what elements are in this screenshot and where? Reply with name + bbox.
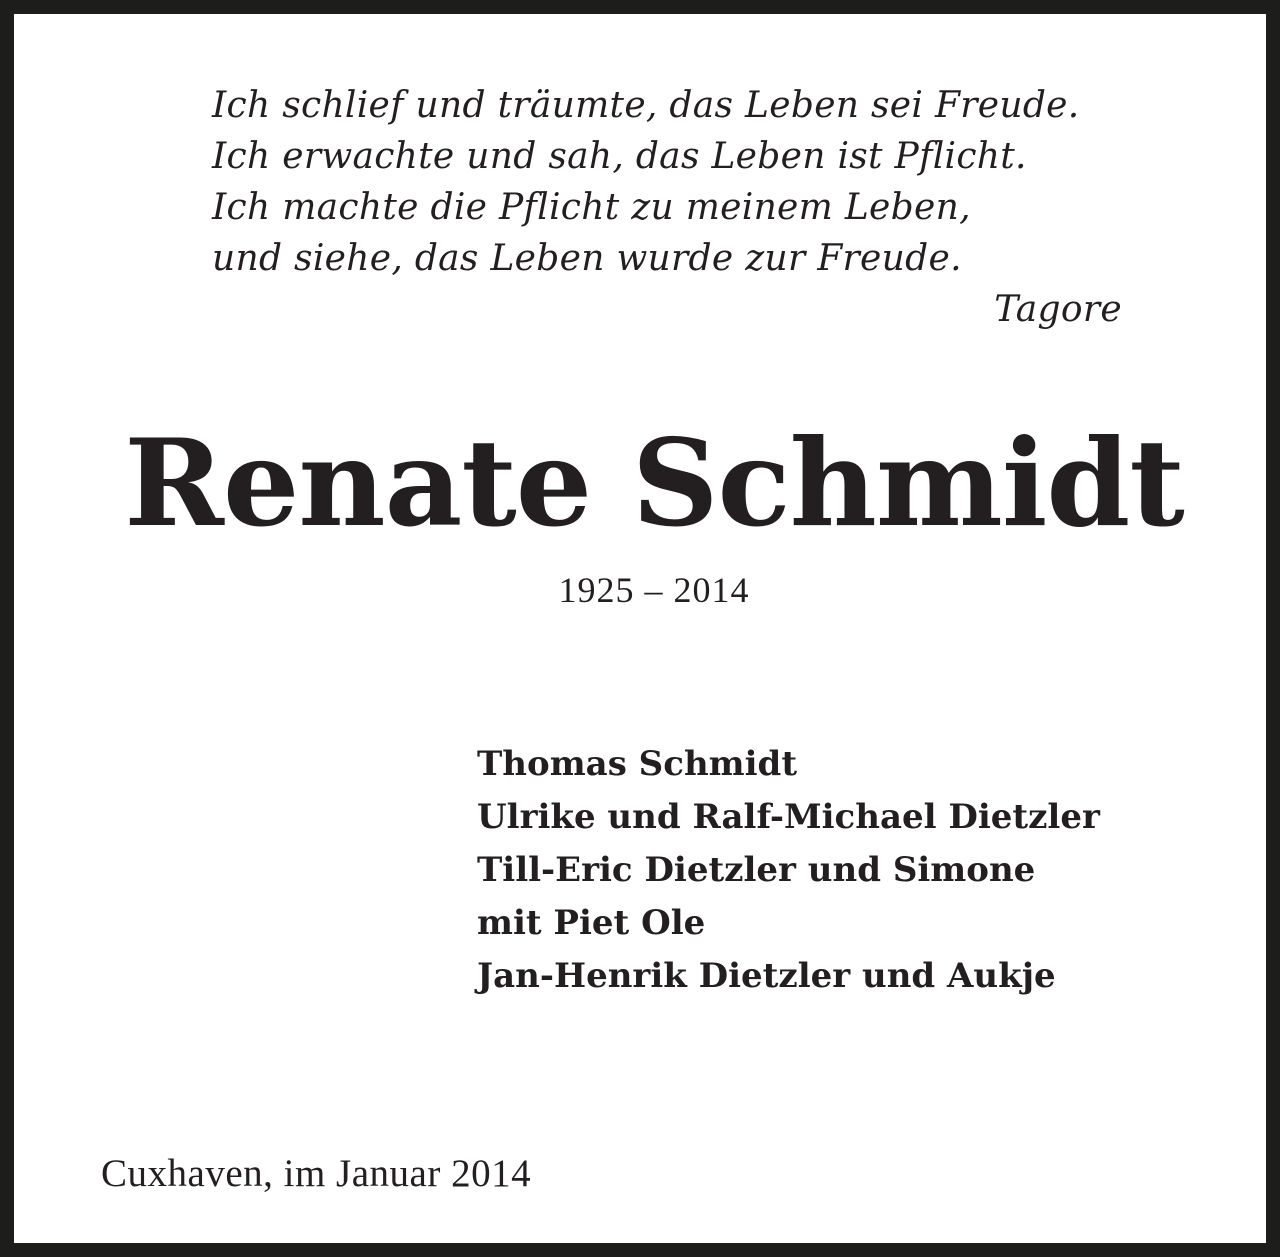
quote-author: Tagore	[994, 289, 1122, 330]
mourner-entry: Jan-Henrik Dietzler und Aukje	[477, 956, 1056, 996]
mourner-entry: Thomas Schmidt	[477, 744, 798, 784]
mourner-entry: Till-Eric Dietzler und Simone	[477, 850, 1036, 890]
life-dates: 1925 – 2014	[558, 570, 750, 610]
quote-line: Ich erwachte und sah, das Leben ist Pflicht.	[212, 136, 1027, 177]
quote-block	[212, 80, 1122, 330]
quote-line: Ich machte die Pflicht zu meinem Leben,	[212, 187, 971, 228]
quote-line: Ich schlief und träumte, das Leben sei Freude.	[212, 85, 1080, 126]
mourner-entry: Ulrike und Ralf-Michael Dietzler	[477, 797, 1100, 837]
mourner-entry: mit Piet Ole	[477, 903, 706, 943]
mourners-list	[477, 738, 1100, 1003]
deceased-name: Renate Schmidt	[124, 413, 1184, 554]
quote-line: und siehe, das Leben wurde zur Freude.	[212, 238, 962, 279]
place-and-date: Cuxhaven, im Januar 2014	[101, 1152, 532, 1195]
